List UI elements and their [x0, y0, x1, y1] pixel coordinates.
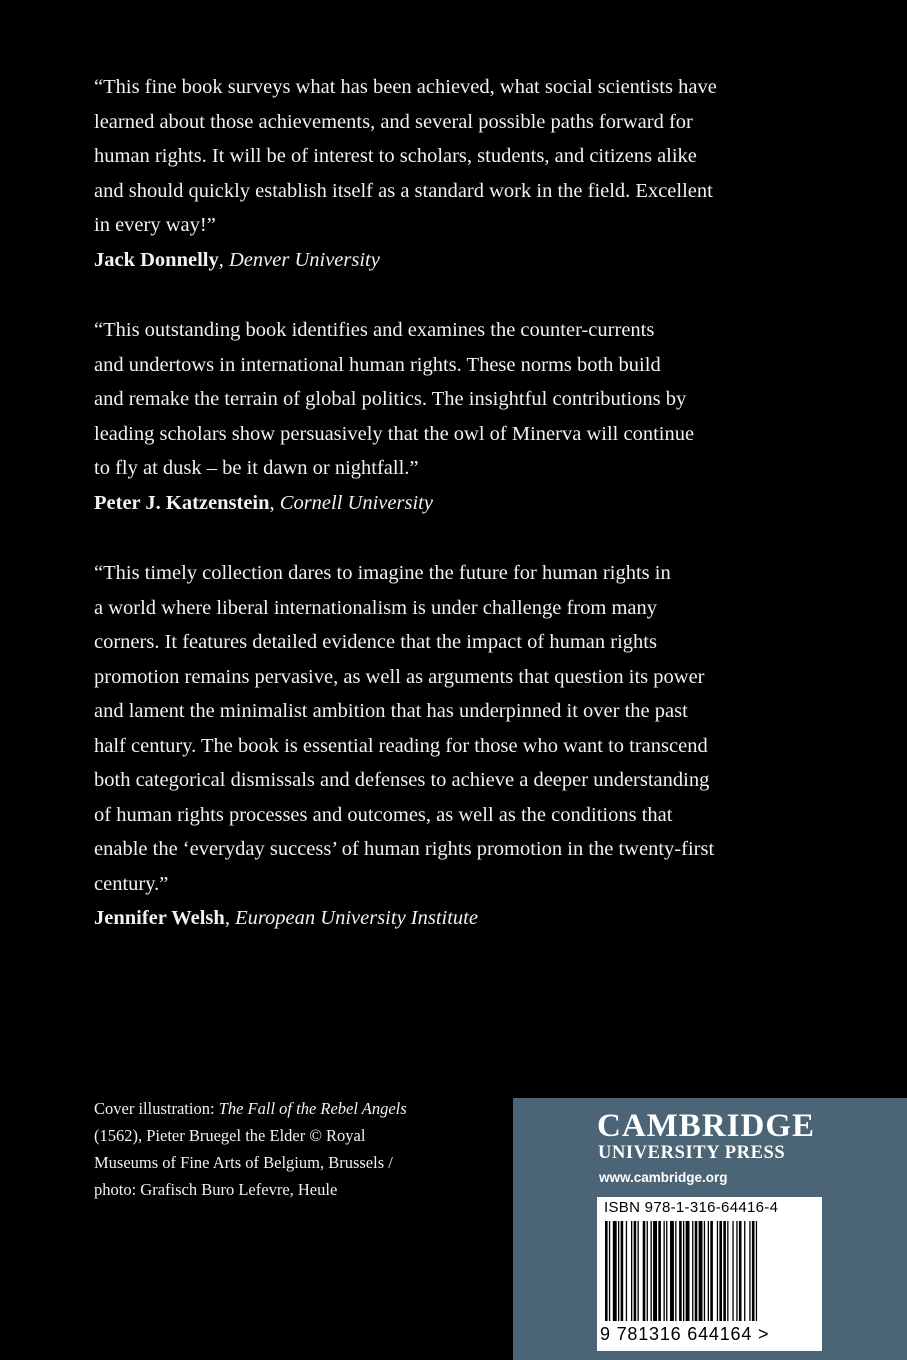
barcode-bar — [613, 1221, 617, 1321]
endorser-institution: European University Institute — [235, 907, 478, 929]
quote-line: learned about those achievements, and several possible paths forward for — [94, 110, 693, 133]
publisher-subname: UNIVERSITY PRESS — [598, 1143, 786, 1163]
barcode-bar — [664, 1221, 665, 1321]
barcode-bar — [658, 1221, 661, 1321]
barcode-bar — [626, 1221, 627, 1321]
barcode-bar — [739, 1221, 742, 1321]
barcode-bar — [695, 1221, 698, 1321]
barcode-bar — [666, 1221, 667, 1321]
quote-line: enable the ‘everyday success’ of human rights promotion in the twenty-first — [94, 838, 715, 860]
barcode-bar — [634, 1221, 637, 1321]
publisher-panel — [513, 1098, 907, 1360]
cover-illustration-credit — [94, 1095, 454, 1203]
endorser-name: Peter J. Katzenstein — [94, 491, 270, 514]
endorsement-attribution: Jennifer Welsh, European University Institute — [94, 907, 478, 929]
barcode-bar — [609, 1221, 610, 1321]
quote-line: and remake the terrain of global politics. The insightful contributions by — [94, 388, 687, 410]
barcode-bar — [723, 1221, 726, 1321]
endorsement-attribution: Jack Donnelly, Denver University — [94, 248, 380, 271]
quote-line: “This timely collection dares to imagine the future for human rights in — [94, 562, 671, 584]
barcode-bar — [651, 1221, 652, 1321]
barcode-box — [597, 1197, 822, 1351]
credit-prefix: Cover illustration: — [94, 1099, 219, 1118]
barcode-bar — [618, 1221, 619, 1321]
quote-line: human rights. It will be of interest to scholars, students, and citizens alike — [94, 145, 697, 167]
barcode-bar — [683, 1221, 684, 1321]
endorsement-attribution: Peter J. Katzenstein, Cornell University — [94, 491, 433, 514]
barcode-bar — [719, 1221, 722, 1321]
barcode-bar — [727, 1221, 728, 1321]
isbn-label: ISBN 978-1-316-64416-4 — [604, 1199, 779, 1216]
barcode-bar — [717, 1221, 718, 1321]
barcode-bar — [643, 1221, 646, 1321]
barcode-bar — [692, 1221, 693, 1321]
publisher-logo: CAMBRIDGE — [597, 1108, 816, 1144]
quote-line: and lament the minimalist ambition that has underpinned it over the past — [94, 700, 688, 722]
barcode-bar — [670, 1221, 674, 1321]
barcode-bar — [621, 1221, 624, 1321]
barcode-bar — [744, 1221, 745, 1321]
quote-line: and undertows in international human rights. These norms both build — [94, 353, 661, 376]
endorsement-welsh — [94, 556, 794, 936]
barcode-bar — [710, 1221, 713, 1321]
quote-line: century.” — [94, 872, 169, 895]
quote-line: corners. It features detailed evidence that the impact of human rights — [94, 631, 657, 653]
barcode-bars — [605, 1221, 815, 1321]
barcode-bar — [631, 1221, 632, 1321]
quote-line: both categorical dismissals and defenses to achieve a deeper understanding — [94, 769, 710, 791]
credit-line: Museums of Fine Arts of Belgium, Brussels / — [94, 1153, 393, 1172]
barcode-bar — [679, 1221, 682, 1321]
barcode-bar — [752, 1221, 755, 1321]
quote-line: “This outstanding book identifies and examines the counter-currents — [94, 319, 655, 341]
endorsement-donnelly — [94, 70, 794, 277]
endorser-institution: Cornell University — [279, 491, 433, 514]
publisher-url: www.cambridge.org — [599, 1170, 728, 1185]
barcode-bar — [749, 1221, 750, 1321]
quote-line: and should quickly establish itself as a standard work in the field. Excellent — [94, 179, 713, 202]
barcode-bar — [686, 1221, 690, 1321]
barcode-bar — [653, 1221, 657, 1321]
artwork-title: The Fall of the Rebel Angels — [218, 1099, 407, 1118]
quote-line: to fly at dusk – be it dawn or nightfall.” — [94, 457, 419, 479]
credit-line — [94, 1095, 454, 1122]
barcode-bar — [756, 1221, 757, 1321]
barcode-bar — [699, 1221, 703, 1321]
quote-line: “This fine book surveys what has been achieved, what social scientists have — [94, 76, 717, 98]
barcode-bar — [708, 1221, 709, 1321]
quote-line: a world where liberal internationalism is under challenge from many — [94, 596, 657, 619]
quote-line: half century. The book is essential reading for those who want to transcend — [94, 734, 708, 757]
endorser-name: Jennifer Welsh — [94, 907, 225, 929]
barcode-bar — [736, 1221, 737, 1321]
barcode-bar — [647, 1221, 648, 1321]
barcode-digits: 9 781316 644164 > — [600, 1324, 770, 1344]
barcode-bar — [638, 1221, 639, 1321]
barcode-bar — [704, 1221, 705, 1321]
credit-line: (1562), Pieter Bruegel the Elder © Royal — [94, 1126, 366, 1145]
quote-line: promotion remains pervasive, as well as arguments that question its power — [94, 665, 705, 688]
endorser-institution: Denver University — [228, 248, 380, 271]
quote-line: in every way!” — [94, 214, 216, 236]
quote-line: leading scholars show persuasively that the owl of Minerva will continue — [94, 422, 695, 445]
credit-line: photo: Grafisch Buro Lefevre, Heule — [94, 1180, 338, 1199]
endorser-name: Jack Donnelly — [94, 248, 219, 271]
endorsement-katzenstein — [94, 313, 794, 520]
barcode-bar — [675, 1221, 676, 1321]
quote-line: of human rights processes and outcomes, as well as the conditions that — [94, 803, 673, 826]
barcode-bar — [605, 1221, 608, 1321]
barcode-bar — [732, 1221, 733, 1321]
